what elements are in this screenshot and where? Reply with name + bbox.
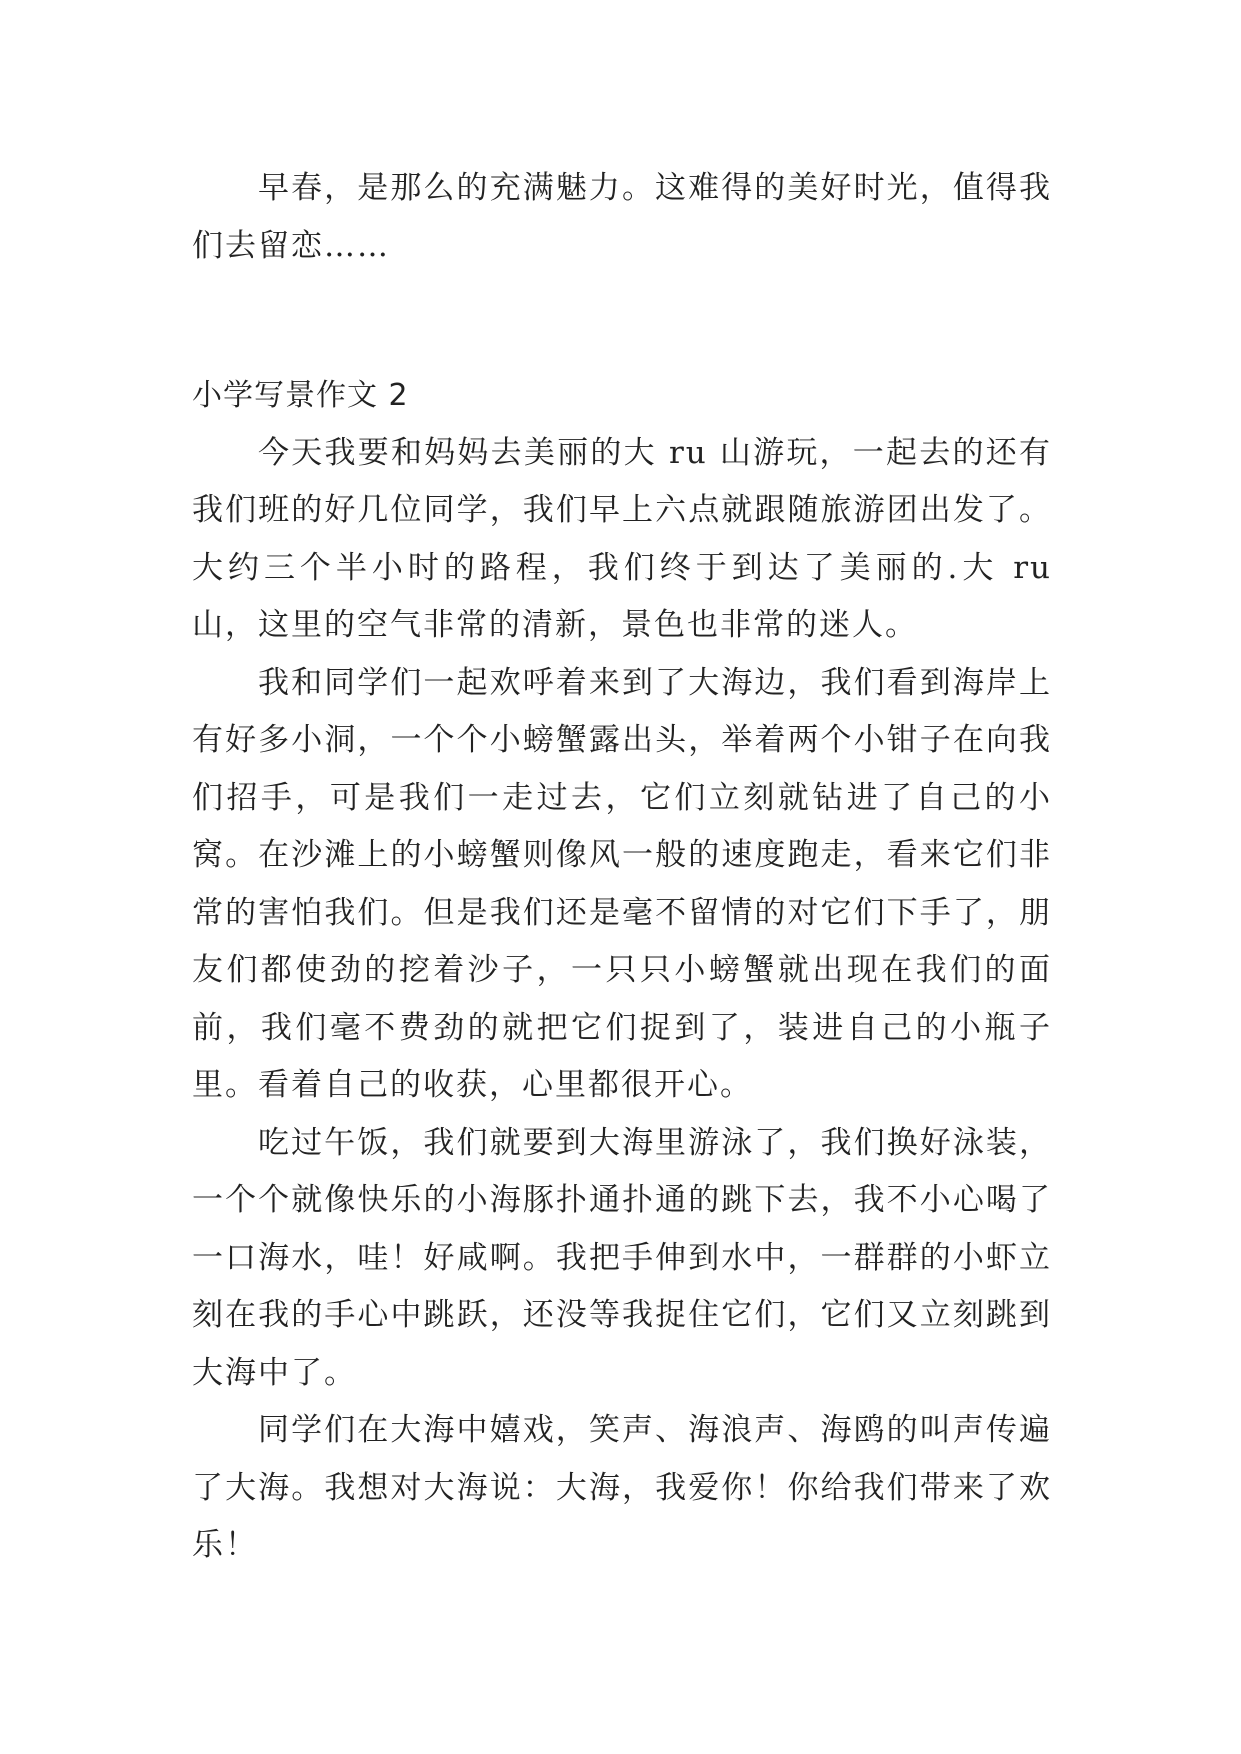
paragraph-gap [192, 275, 1052, 367]
paragraph: 今天我要和妈妈去美丽的大 ru 山游玩，一起去的还有我们班的好几位同学，我们早上六点就跟随旅游团出发了。大约三个半小时的路程，我们终于到达了美丽的.大 ru 山，这里的空气非常的清新，景色也非常的迷人。 [192, 434, 1052, 643]
section-title: 小学写景作文 2 [192, 378, 409, 413]
paragraph: 同学们在大海中嬉戏，笑声、海浪声、海鸥的叫声传遍了大海。我想对大海说：大海，我爱你！你给我们带来了欢乐！ [192, 1412, 1052, 1563]
paragraph: 我和同学们一起欢呼着来到了大海边，我们看到海岸上有好多小洞，一个个小螃蟹露出头，举着两个小钳子在向我们招手，可是我们一走过去，它们立刻就钻进了自己的小窝。在沙滩上的小螃蟹则像风一般的速度跑走，看来它们非常的害怕我们。但是我们还是毫不留情的对它们下手了，朋友们都使劲的挖着沙子，一只只小螃蟹就出现在我们的面前，我们毫不费劲的就把它们捉到了，装进自己的小瓶子里。看着自己的收获，心里都很开心。 [192, 664, 1052, 1103]
document-body [192, 160, 1052, 1575]
paragraph: 早春，是那么的充满魅力。这难得的美好时光，值得我们去留恋…… [192, 170, 1052, 264]
paragraph: 吃过午饭，我们就要到大海里游泳了，我们换好泳装，一个个就像快乐的小海豚扑通扑通的跳下去，我不小心喝了一口海水，哇！好咸啊。我把手伸到水中，一群群的小虾立刻在我的手心中跳跃，还没等我捉住它们，它们又立刻跳到大海中了。 [192, 1124, 1052, 1391]
